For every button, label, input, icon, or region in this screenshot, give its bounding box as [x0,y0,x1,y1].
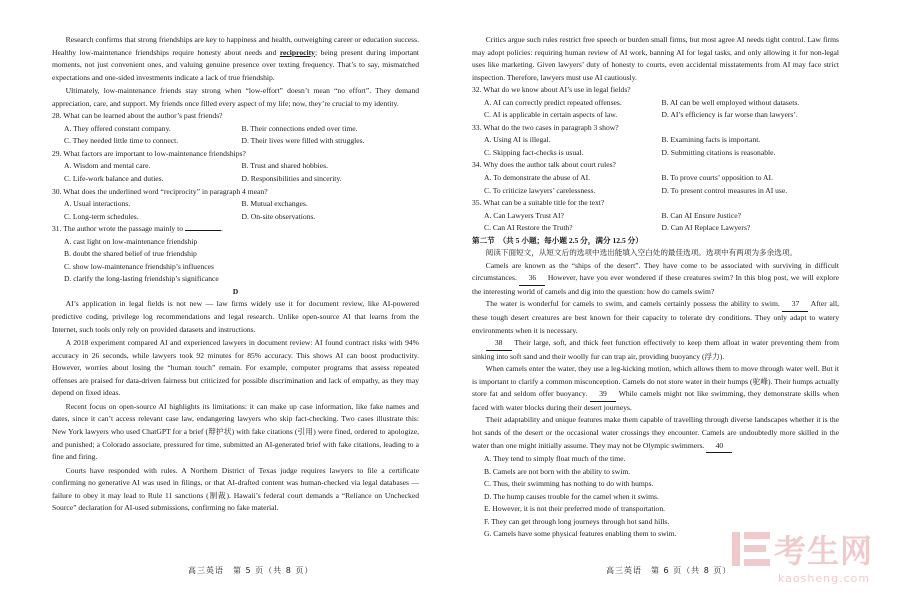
paragraph: A 2018 experiment compared AI and experienced lawyers in document review: AI found contract risks with 94% accuracy in 26 seconds, while lawyers took 92 minutes for 85% accuracy. This shows AI can boost productivity. However, worries about losing the “human touch” remain. For example, computer programs that assess repeated offenses are praised for data-driven fairness but criticized for possible discrimination and lack of empathy, as they may depend on fixed ideas. [52,338,419,398]
option: B. Trust and shared hobbies. [241,161,328,171]
underlined-word: reciprocity [279,47,315,57]
question-30 [52,186,419,224]
watermark [730,524,900,598]
option: C. Life-work balance and duties. [64,174,164,184]
question-stem: 35. What can be a suitable title for the text? [472,198,605,208]
question-29 [52,148,419,186]
option: B. AI can be well employed without datasets. [661,97,800,107]
paragraph: Their adaptability and unique features make them capable of travelling through diverse landscapes whether it is the hot sands of the desert or the occasional water crossings they encounter. Camels are undoubtedly more skilled in the water than one might initially assume. They may not be Olympic swimmers. 40 [472,414,839,453]
question-stem: 31. The author wrote the passage mainly to . [52,224,223,234]
paragraph: When camels enter the water, they use a leg-kicking motion, which allows them to move through water well. But it is important to clarify a common misconception. Camels do not store water in their humps (驼峰). Their humps actually store fat and seldom offer buoyancy. 39 While camels might not like swimming, they demonstrate skills when faced with water blocks during their desert journeys. [472,364,839,412]
question-stem: 28. What can be learned about the author’s past friends? [52,111,223,121]
option: B. Camels are not born with the ability to swim. [484,466,631,476]
page-footer: 高三英语 第 6 页（共 8 页） [606,566,732,575]
blank-39: 39 [590,388,616,402]
right-page [472,34,839,541]
option: D. AI’s efficiency is far worse than lawyers’. [661,110,798,120]
question-33 [472,122,839,160]
option: A. Usual interactions. [64,199,131,209]
intro-paragraph: Research confirms that strong friendships are key to happiness and health, outweighing career or education success. Healthy low-maintenance friendships require honesty about needs and reciprocity; being present during important moments, not just convenient ones, and valuing genuine presence over texting frequency. That’s to say, mismatched expectations and one-sided investments indicate a lack of true friendship. [52,35,419,82]
question-stem: 33. What do the two cases in paragraph 3 show? [472,122,619,132]
paragraph: Courts have responded with rules. A Northern District of Texas judge requires lawyers to file a certificate confirming no generative AI was used in filings, or that AI-drafted content was human-checked via legal databases — failure to obey it may lead to Rule 11 sanctions (制裁). Hawaii’s federal court demands a “Reliance on Unchecked Source” declaration for AI-used submissions, confirming no fake material. [52,465,419,513]
option: D. Submitting citations is reasonable. [661,147,776,157]
option: C. To criticize lawyers’ carelessness. [484,185,596,195]
option: B. Their connections ended over time. [241,123,358,133]
question-stem: 29. What factors are important to low-maintenance friendships? [52,148,246,158]
option: D. On-site observations. [241,211,316,221]
page-footer: 高三英语 第 5 页（共 8 页） [188,566,314,575]
option: B. Mutual exchanges. [241,199,308,209]
question-stem: 32. What do we know about AI’s use in legal fields? [472,85,631,95]
watermark-logo-icon [730,528,772,572]
option: D. clarify the long-lasting friendship’s significance [64,274,219,284]
option: B. Can AI Ensure Justice? [661,210,742,220]
question-32 [472,84,839,122]
paragraph: The water is wonderful for camels to swim, and camels certainly possess the ability to swim. 37 After all, these tough desert creatures are best known for their capacity to tolerate dry conditions. They only adapt to watery environments when it is necessary. [472,299,839,335]
option: A. They tend to simply float much of the time. [484,454,626,464]
option: E. However, it is not their preferred mode of transportation. [484,504,666,514]
option: G. Camels have some physical features enabling them to swim. [484,529,677,539]
watermark-url: kaosheng.com [778,572,871,585]
option: A. cast light on low-maintenance friendship [64,236,198,246]
question-31 [52,223,419,286]
blank-36: 36 [519,272,545,286]
option: B. doubt the shared belief of true friendship [64,249,197,259]
option: C. Thus, their swimming has nothing to do with humps. [484,479,654,489]
question-stem: 34. Why does the author talk about court rules? [472,160,616,170]
blank-37: 37 [782,298,808,312]
question-stem: 30. What does the underlined word “reciprocity” in paragraph 4 mean? [52,186,268,196]
section-instruction: 阅读下面短文，从短文后的选项中选出能填入空白处的最佳选项。选项中有两项为多余选项。 [485,248,798,258]
option: A. Using AI is illegal. [484,135,551,145]
option: B. Examining facts is important. [661,135,761,145]
option: C. Skipping fact-checks is usual. [484,147,584,157]
option: D. Their lives were filled with struggles. [241,136,365,146]
option: C. They needed little time to connect. [64,136,179,146]
blank-38: 38 [486,337,512,351]
answer-blank [185,230,221,231]
option: D. To present control measures in AI use. [661,185,788,195]
watermark-text: 考生网 [774,532,874,570]
option: D. Responsibilities and sincerity. [241,174,342,184]
option: C. Can AI Restore the Truth? [484,223,573,233]
option: C. AI is applicable in certain aspects of law. [484,110,618,120]
paragraph: Recent focus on open-source AI highlights its limitations: it can make up case information, like fake names and dates, since it can’t access relevant case law, endangering lawyers who skip fact-checking. Two cases illustrate this: New York lawyers who used ChatGPT for a brief (辩护状) with fake citations (引用) were fined, ordered to apologize, and punished; a Colorado associate, pressured for time, submitted an AI-generated brief with fake citations, leading to a fine and firing. [52,401,419,462]
question-28 [52,110,419,148]
option: A. They offered constant company. [64,123,171,133]
paragraph: AI’s application in legal fields is not new — law firms widely use it for document review, like AI-powered predictive coding, privilege log recommendations and legal research. Unlike open-source AI that learns from the Internet, such tools only rely on provided datasets and instructions. [52,299,419,334]
option: B. To prove courts’ opposition to AI. [661,173,773,183]
option: C. show low-maintenance friendship’s influences [64,261,214,271]
question-35 [472,197,839,235]
question-34 [472,159,839,197]
paragraph: 38 Their large, soft, and thick feet function effectively to keep them afloat in water preventing them from sinking into soft sand and their woolly fur can trap air, providing buoyancy (浮力). [472,338,839,361]
option: C. Long-term schedules. [64,211,139,221]
option: D. Can AI Replace Lawyers? [661,223,751,233]
option: A. To demonstrate the abuse of AI. [484,173,591,183]
option: F. They can get through long journeys through hot sand hills. [484,516,670,526]
option: A. Wisdom and mental care. [64,161,151,171]
option: A. Can Lawyers Trust AI? [484,210,564,220]
paragraph: Camels are known as the “ships of the desert”. They have come to be associated with surviving in difficult circumstances. 36 However, have you ever wondered if these creatures swim? In this blog post, we will explore the interesting world of camels and dig into the question: how do camels swim? [472,260,840,296]
option: A. AI can correctly predict repeated offenses. [484,97,622,107]
left-page [52,34,419,515]
passage-letter: D [232,286,239,296]
paragraph: Critics argue such rules restrict free speech or burden small firms, but most agree AI needs tight control. Law firms may adopt policies: requiring human review of AI work, banning AI for legal tasks, and only allowing it for non-legal uses like marketing. Given lawyers’ duty of honesty to courts, even accidental misstatements from AI may face strict inspection. Therefore, lawyers must use AI cautiously. [472,35,839,82]
paragraph: Ultimately, low-maintenance friends stay strong when “low-effort” doesn’t mean “no effort”. They demand appreciation, care, and support. My friends once filled every aspect of my life; now, they’re crucial to my identity. [52,86,419,108]
section-title: 第二节 （共 5 小题；每小题 2.5 分，满分 12.5 分） [472,235,643,245]
option: D. The hump causes trouble for the camel when it swims. [484,491,659,501]
blank-40: 40 [706,440,732,454]
